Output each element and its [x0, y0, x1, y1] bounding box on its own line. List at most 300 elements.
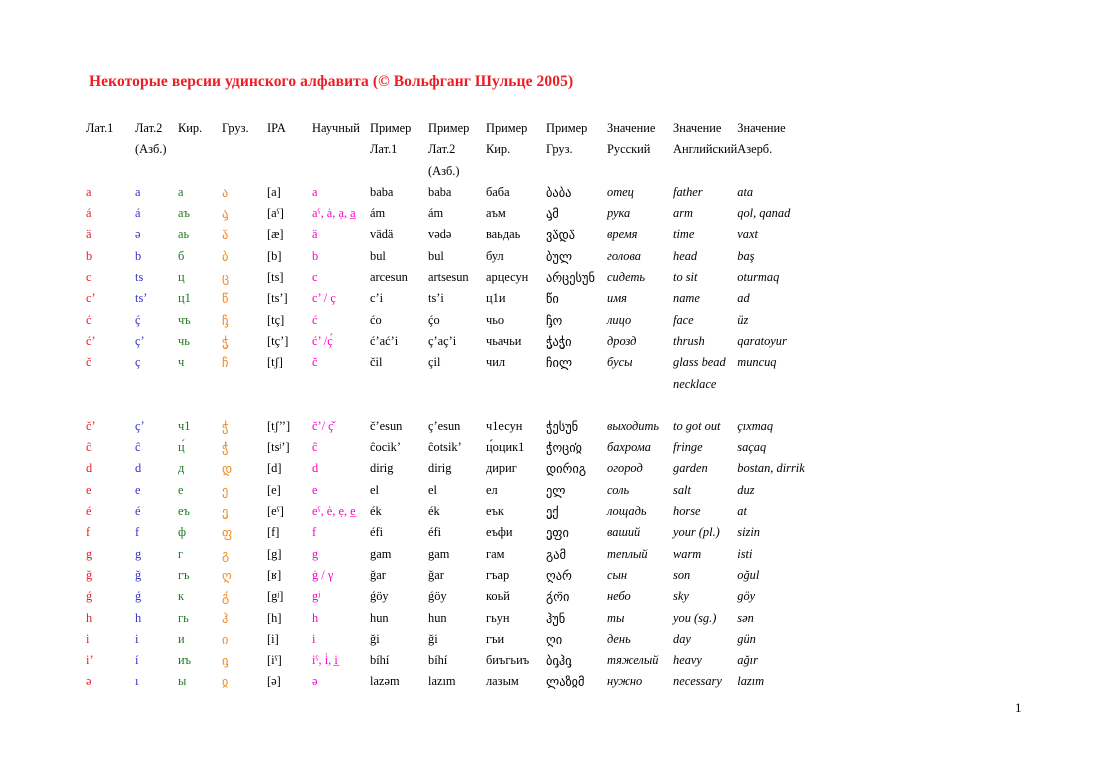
- cell-meaning-russian: сидеть: [607, 270, 646, 285]
- column-header: [86, 118, 135, 182]
- cell-meaning-english: heavy: [673, 653, 702, 668]
- cell-meaning-azerbaijani: duz: [737, 482, 755, 497]
- cell-lat1: c’: [86, 291, 96, 306]
- cell-example-lat1: c’i: [370, 291, 384, 306]
- cell-meaning-russian: выходить: [607, 418, 660, 433]
- cell-example-lat1: ám: [370, 206, 386, 221]
- cell-lat2: b: [135, 248, 142, 263]
- cell-georgian: ჩ: [222, 355, 229, 371]
- cell-meaning-russian: небо: [607, 589, 631, 604]
- cell-scientific: f: [312, 525, 317, 540]
- cell-scientific: eˤ, ė, ẹ, e̲: [312, 504, 356, 519]
- cell-example-cyrillic: гъи: [486, 631, 505, 646]
- cell-meaning-english: head: [673, 248, 698, 263]
- cell-georgian: ჭ: [222, 418, 229, 434]
- column-header-line: Азерб.: [737, 142, 773, 157]
- cell-lat2: ç’: [135, 333, 145, 348]
- cell-example-lat1: arcesun: [370, 270, 408, 285]
- spacer-cell: [312, 395, 370, 416]
- cell-example-georgian: ბაბა: [546, 184, 572, 200]
- cell-scientific: aˤ, ȧ, ạ, a̲: [312, 206, 356, 221]
- spacer-cell: [370, 395, 428, 416]
- table-row: [86, 416, 833, 437]
- cell-example-lat2: éfi: [428, 525, 442, 540]
- cell-meaning-english: day: [673, 631, 691, 646]
- cell-lat2: d: [135, 461, 142, 476]
- cell-meaning-azerbaijani: sən: [737, 610, 754, 625]
- cell-example-cyrillic: ел: [486, 482, 498, 497]
- cell-meaning-azerbaijani: vaxt: [737, 227, 758, 242]
- table-row: [86, 437, 833, 458]
- cell-ipa: [gʲ]: [267, 589, 284, 604]
- cell-lat2: h: [135, 610, 142, 625]
- spacer-cell: [267, 395, 312, 416]
- column-header: [546, 118, 607, 182]
- cell-cyrillic: и: [178, 631, 185, 646]
- column-header-line: Значение: [607, 121, 656, 135]
- cell-ipa: [i]: [267, 631, 279, 646]
- cell-ipa: [e]: [267, 482, 281, 497]
- column-header-line: IPA: [267, 121, 286, 135]
- cell-meaning-english: son: [673, 567, 691, 582]
- cell-lat1: ć’: [86, 333, 96, 348]
- spacer-cell: [428, 395, 486, 416]
- cell-lat1: i: [86, 631, 90, 646]
- column-header-line: Груз.: [222, 121, 249, 135]
- cell-meaning-azerbaijani: oturmaq: [737, 270, 780, 285]
- cell-meaning-russian: отец: [607, 184, 634, 199]
- cell-lat2: ḉ: [135, 312, 141, 327]
- cell-georgian: ფ: [222, 525, 233, 541]
- cell-ipa: [b]: [267, 248, 282, 263]
- cell-example-cyrillic: ваьдаь: [486, 227, 521, 242]
- cell-georgian: გ́: [222, 589, 230, 605]
- cell-example-georgian: არცესუნ: [546, 270, 595, 286]
- cell-lat2: ts: [135, 270, 144, 285]
- cell-lat2: f: [135, 525, 140, 540]
- cell-example-lat1: ǵöy: [370, 589, 389, 604]
- cell-cyrillic: б: [178, 248, 185, 263]
- cell-example-lat1: gam: [370, 546, 392, 561]
- cell-meaning-azerbaijani: çıxmaq: [737, 418, 774, 433]
- column-header-line: Лат.2: [135, 121, 163, 135]
- cell-georgian: ჭ́: [222, 440, 229, 456]
- cell-georgian: დ: [222, 461, 233, 477]
- column-header-line: (Азб.): [428, 163, 460, 178]
- cell-lat1: c: [86, 270, 92, 285]
- cell-meaning-russian: дрозд: [607, 333, 637, 348]
- cell-ipa: [tʃ’’]: [267, 418, 291, 433]
- cell-scientific: ĉ: [312, 440, 318, 455]
- cell-scientific: ä: [312, 227, 318, 242]
- cell-example-lat2: ḉo: [428, 312, 440, 327]
- cell-example-lat1: čil: [370, 355, 383, 370]
- cell-cyrillic: ц1: [178, 291, 191, 306]
- table-row: [86, 501, 833, 522]
- column-header-line: Кир.: [486, 142, 511, 157]
- cell-lat1: ǵ: [86, 589, 93, 604]
- cell-meaning-russian: лощадь: [607, 504, 647, 519]
- cell-lat2: á: [135, 206, 141, 221]
- cell-meaning-russian: соль: [607, 482, 630, 497]
- cell-meaning-azerbaijani: qaratoyur: [737, 333, 787, 348]
- cell-example-lat2: baba: [428, 184, 452, 199]
- table-row: [86, 352, 833, 395]
- cell-georgian: ც: [222, 270, 230, 286]
- cell-example-cyrillic: еъфи: [486, 525, 513, 540]
- cell-meaning-russian: сын: [607, 567, 628, 582]
- cell-georgian: ღ: [222, 567, 232, 583]
- cell-cyrillic: ц: [178, 270, 185, 285]
- table-row: [86, 629, 833, 650]
- cell-georgian: ი: [222, 631, 229, 647]
- cell-example-georgian: ელ: [546, 482, 566, 498]
- cell-example-georgian: ჭ́ოცი̕ჲ: [546, 440, 582, 456]
- cell-scientific: iˤ, i̇, i̲: [312, 653, 338, 668]
- cell-meaning-english: time: [673, 227, 695, 242]
- column-header-line: Кир.: [178, 121, 203, 135]
- cell-example-lat2: el: [428, 482, 437, 497]
- column-header-line: Лат.1: [370, 142, 398, 157]
- cell-cyrillic: аъ: [178, 206, 190, 221]
- cell-cyrillic: е: [178, 482, 184, 497]
- cell-example-georgian: გამ: [546, 546, 566, 562]
- cell-meaning-english: salt: [673, 482, 691, 497]
- column-header: [267, 118, 312, 182]
- cell-meaning-azerbaijani: lazım: [737, 674, 765, 689]
- cell-ipa: [tsʲ’]: [267, 440, 290, 455]
- cell-example-lat1: dirig: [370, 461, 394, 476]
- cell-ipa: [ts’]: [267, 291, 288, 306]
- cell-lat1: e: [86, 482, 92, 497]
- cell-example-lat2: ǵöy: [428, 589, 447, 604]
- cell-meaning-russian: огород: [607, 461, 643, 476]
- cell-scientific: č’/ ҫ̌: [312, 418, 334, 433]
- cell-scientific: g: [312, 546, 319, 561]
- cell-lat2: ı: [135, 674, 139, 689]
- cell-scientific: č: [312, 355, 318, 370]
- cell-example-cyrillic: дириг: [486, 461, 517, 476]
- column-header-line: Груз.: [546, 142, 573, 157]
- cell-ipa: [a]: [267, 184, 281, 199]
- cell-example-lat1: č’esun: [370, 418, 403, 433]
- cell-example-lat2: dirig: [428, 461, 452, 476]
- spacer-cell: [486, 395, 546, 416]
- cell-lat1: ć: [86, 312, 92, 327]
- cell-lat1: ğ: [86, 567, 93, 582]
- cell-example-lat1: ğar: [370, 567, 386, 582]
- cell-lat2: a: [135, 184, 141, 199]
- cell-example-cyrillic: гьун: [486, 610, 510, 625]
- cell-meaning-english: thrush: [673, 333, 705, 348]
- cell-example-lat2: ts’i: [428, 291, 444, 306]
- cell-cyrillic: д: [178, 461, 185, 476]
- cell-ipa: [aˤ]: [267, 206, 284, 221]
- cell-lat1: d: [86, 461, 93, 476]
- cell-meaning-english: necessary: [673, 674, 722, 689]
- column-header-line: Пример: [546, 121, 588, 135]
- cell-ipa: [æ]: [267, 227, 284, 242]
- cell-meaning-english: to sit: [673, 270, 698, 285]
- cell-georgian: წ: [222, 291, 229, 307]
- cell-ipa: [iˤ]: [267, 653, 282, 668]
- cell-ipa: [g]: [267, 546, 282, 561]
- cell-meaning-azerbaijani: ağır: [737, 653, 758, 668]
- cell-lat1: a: [86, 184, 92, 199]
- cell-example-lat1: ék: [370, 504, 382, 519]
- column-header-line: Значение: [737, 121, 786, 135]
- cell-meaning-english: face: [673, 312, 694, 327]
- cell-ipa: [d]: [267, 461, 282, 476]
- cell-example-cyrillic: чьо: [486, 312, 505, 327]
- cell-meaning-russian: бусы: [607, 355, 633, 370]
- cell-example-cyrillic: чьачьи: [486, 333, 522, 348]
- cell-meaning-russian: голова: [607, 248, 641, 263]
- udi-alphabet-table: [86, 118, 833, 693]
- cell-example-cyrillic: ч1есун: [486, 418, 523, 433]
- cell-example-cyrillic: арцесун: [486, 270, 529, 285]
- column-header-line: Английский: [673, 142, 738, 157]
- cell-example-lat2: vədə: [428, 227, 452, 242]
- cell-meaning-russian: день: [607, 631, 631, 646]
- table-row: [86, 522, 833, 543]
- table-body: [86, 182, 833, 693]
- cell-ipa: [f]: [267, 525, 280, 540]
- cell-meaning-russian: ты: [607, 610, 625, 625]
- column-header: [135, 118, 178, 182]
- table-row: [86, 480, 833, 501]
- table-row: [86, 650, 833, 671]
- cell-example-georgian: ბი̡ჰი̡: [546, 653, 572, 669]
- cell-scientific: e: [312, 482, 318, 497]
- table-header-row: [86, 118, 833, 182]
- cell-meaning-russian: лицо: [607, 312, 632, 327]
- cell-example-cyrillic: бул: [486, 248, 504, 263]
- cell-meaning-azerbaijani: baş: [737, 248, 755, 263]
- cell-lat1: á: [86, 206, 92, 221]
- cell-example-georgian: დირიგ: [546, 461, 587, 477]
- cell-example-lat2: ç’aç’i: [428, 333, 457, 348]
- cell-example-lat1: hun: [370, 610, 389, 625]
- column-header: [486, 118, 546, 182]
- cell-scientific: b: [312, 248, 319, 263]
- cell-meaning-azerbaijani: sizin: [737, 525, 760, 540]
- cell-example-georgian: გ́ო̈ი: [546, 589, 570, 605]
- cell-meaning-english: garden: [673, 461, 708, 476]
- cell-example-cyrillic: ц́оцик1: [486, 440, 525, 455]
- cell-meaning-azerbaijani: bostan, dirrik: [737, 461, 805, 476]
- spacer-cell: [607, 395, 673, 416]
- cell-example-cyrillic: лазым: [486, 674, 519, 689]
- spacer-cell: [86, 395, 135, 416]
- cell-lat2: g: [135, 546, 142, 561]
- cell-meaning-english: horse: [673, 504, 701, 519]
- cell-example-cyrillic: гъар: [486, 567, 510, 582]
- spacer-cell: [178, 395, 222, 416]
- cell-example-lat1: ği: [370, 631, 380, 646]
- table-row: [86, 267, 833, 288]
- cell-cyrillic: а: [178, 184, 184, 199]
- cell-scientific: c: [312, 270, 318, 285]
- table-row: [86, 608, 833, 629]
- cell-example-georgian: ა̡მ: [546, 206, 559, 222]
- table-row: [86, 182, 833, 203]
- cell-lat1: b: [86, 248, 93, 263]
- cell-meaning-azerbaijani: qol, qanad: [737, 206, 791, 221]
- cell-cyrillic: гь: [178, 610, 189, 625]
- cell-georgian: ჭ̡: [222, 333, 229, 349]
- column-header-line: Лат.1: [86, 121, 114, 135]
- cell-example-georgian: ჩილ: [546, 355, 573, 371]
- column-header-line: Русский: [607, 142, 651, 157]
- cell-meaning-azerbaijani: gün: [737, 631, 756, 646]
- cell-lat2: í: [135, 653, 139, 668]
- cell-example-lat1: éfi: [370, 525, 384, 540]
- cell-lat2: ç: [135, 355, 141, 370]
- cell-cyrillic: гъ: [178, 567, 190, 582]
- cell-georgian: ა: [222, 184, 229, 200]
- cell-example-cyrillic: коьй: [486, 589, 510, 604]
- cell-lat1: h: [86, 610, 93, 625]
- cell-example-lat2: ği: [428, 631, 438, 646]
- column-header: [673, 118, 737, 182]
- cell-scientific: gʲ: [312, 589, 321, 604]
- cell-example-lat2: hun: [428, 610, 447, 625]
- cell-ipa: [tç]: [267, 312, 285, 327]
- cell-example-lat2: bul: [428, 248, 444, 263]
- cell-lat2: ə: [135, 227, 141, 242]
- column-header-line: Пример: [370, 121, 412, 135]
- cell-cyrillic: ч: [178, 355, 185, 370]
- cell-meaning-azerbaijani: üz: [737, 312, 749, 327]
- cell-scientific: h: [312, 610, 319, 625]
- cell-ipa: [tʃ]: [267, 355, 283, 370]
- cell-meaning-azerbaijani: saçaq: [737, 440, 767, 455]
- spacer-cell: [737, 395, 833, 416]
- cell-meaning-english: sky: [673, 589, 689, 604]
- cell-example-cyrillic: биъгьиъ: [486, 653, 530, 668]
- cell-cyrillic: еъ: [178, 504, 190, 519]
- cell-lat1: g: [86, 546, 93, 561]
- column-header: [737, 118, 833, 182]
- table-row: [86, 224, 833, 245]
- cell-scientific: c’ / ҫ: [312, 291, 336, 306]
- cell-cyrillic: аь: [178, 227, 190, 242]
- cell-scientific: i: [312, 631, 316, 646]
- cell-meaning-english: you (sg.): [673, 610, 717, 625]
- cell-lat1: č: [86, 355, 92, 370]
- cell-example-lat2: lazım: [428, 674, 456, 689]
- cell-example-lat2: çil: [428, 355, 441, 370]
- cell-lat2: é: [135, 504, 141, 519]
- column-header: [178, 118, 222, 182]
- cell-example-lat2: bíhí: [428, 653, 448, 668]
- cell-scientific: ə: [312, 674, 318, 689]
- column-header: [428, 118, 486, 182]
- cell-meaning-azerbaijani: ata: [737, 184, 754, 199]
- cell-meaning-english: name: [673, 291, 700, 306]
- cell-example-georgian: ჭ̡აჭ̡ი: [546, 333, 572, 349]
- table-row: [86, 203, 833, 224]
- cell-example-georgian: ე̡ფი: [546, 525, 569, 541]
- cell-georgian: ჲ: [222, 674, 229, 690]
- cell-example-lat1: lazəm: [370, 674, 400, 689]
- cell-example-georgian: ლაზჲმ: [546, 674, 585, 690]
- cell-example-georgian: ე̡ქ: [546, 504, 559, 520]
- cell-georgian: ჩ̡: [222, 312, 229, 328]
- column-header-line: Пример: [428, 121, 470, 135]
- column-header: [312, 118, 370, 182]
- cell-cyrillic: ц́: [178, 440, 185, 455]
- cell-lat2: ts’: [135, 291, 148, 306]
- cell-cyrillic: чь: [178, 333, 190, 348]
- cell-lat2: e: [135, 482, 141, 497]
- table-row: [86, 288, 833, 309]
- cell-example-georgian: ბულ: [546, 248, 573, 264]
- cell-example-georgian: წი: [546, 291, 559, 307]
- cell-example-cyrillic: чил: [486, 355, 506, 370]
- spacer-cell: [673, 395, 737, 416]
- cell-meaning-russian: рука: [607, 206, 631, 221]
- cell-example-lat2: ám: [428, 206, 444, 221]
- cell-cyrillic: г: [178, 546, 184, 561]
- table-row: [86, 458, 833, 479]
- cell-example-georgian: ჭესუნ: [546, 418, 579, 434]
- table-row: [86, 671, 833, 692]
- cell-scientific: ć’ /ҫ́: [312, 333, 333, 348]
- cell-example-cyrillic: аъм: [486, 206, 506, 221]
- table-header: [86, 118, 833, 182]
- cell-lat1: ĉ: [86, 440, 92, 455]
- cell-example-georgian: ჰუნ: [546, 610, 566, 626]
- cell-example-georgian: ღი: [546, 631, 563, 647]
- table-row: [86, 565, 833, 586]
- column-header-line: Научный: [312, 121, 360, 135]
- table-row: [86, 544, 833, 565]
- cell-meaning-english: arm: [673, 206, 693, 221]
- cell-meaning-russian: время: [607, 227, 638, 242]
- cell-cyrillic: иъ: [178, 653, 192, 668]
- cell-meaning-russian: ваший: [607, 525, 641, 540]
- cell-meaning-russian: имя: [607, 291, 627, 306]
- cell-meaning-english: fringe: [673, 440, 703, 455]
- cell-georgian: ე: [222, 482, 229, 498]
- page-number: 1: [1015, 700, 1022, 715]
- cell-example-lat1: el: [370, 482, 379, 497]
- cell-lat2: ç’: [135, 418, 145, 433]
- cell-meaning-english: to got out: [673, 418, 721, 433]
- cell-meaning-azerbaijani: at: [737, 504, 747, 519]
- spacer-cell: [135, 395, 178, 416]
- cell-meaning-azerbaijani: isti: [737, 546, 753, 561]
- cell-example-lat1: bul: [370, 248, 386, 263]
- cell-example-lat1: bíhí: [370, 653, 390, 668]
- cell-lat1: f: [86, 525, 91, 540]
- cell-lat1: i’: [86, 653, 94, 668]
- column-header: [370, 118, 428, 182]
- cell-example-lat1: ćo: [370, 312, 382, 327]
- cell-ipa: [ə]: [267, 674, 281, 689]
- cell-ipa: [ʁ]: [267, 567, 282, 582]
- cell-example-lat1: ć’ać’i: [370, 333, 399, 348]
- cell-scientific: ć: [312, 312, 318, 327]
- cell-georgian: ბ: [222, 248, 229, 264]
- cell-cyrillic: чъ: [178, 312, 191, 327]
- cell-scientific: a: [312, 184, 318, 199]
- cell-lat1: ə: [86, 674, 92, 689]
- cell-meaning-english: father: [673, 184, 703, 199]
- table-row: [86, 310, 833, 331]
